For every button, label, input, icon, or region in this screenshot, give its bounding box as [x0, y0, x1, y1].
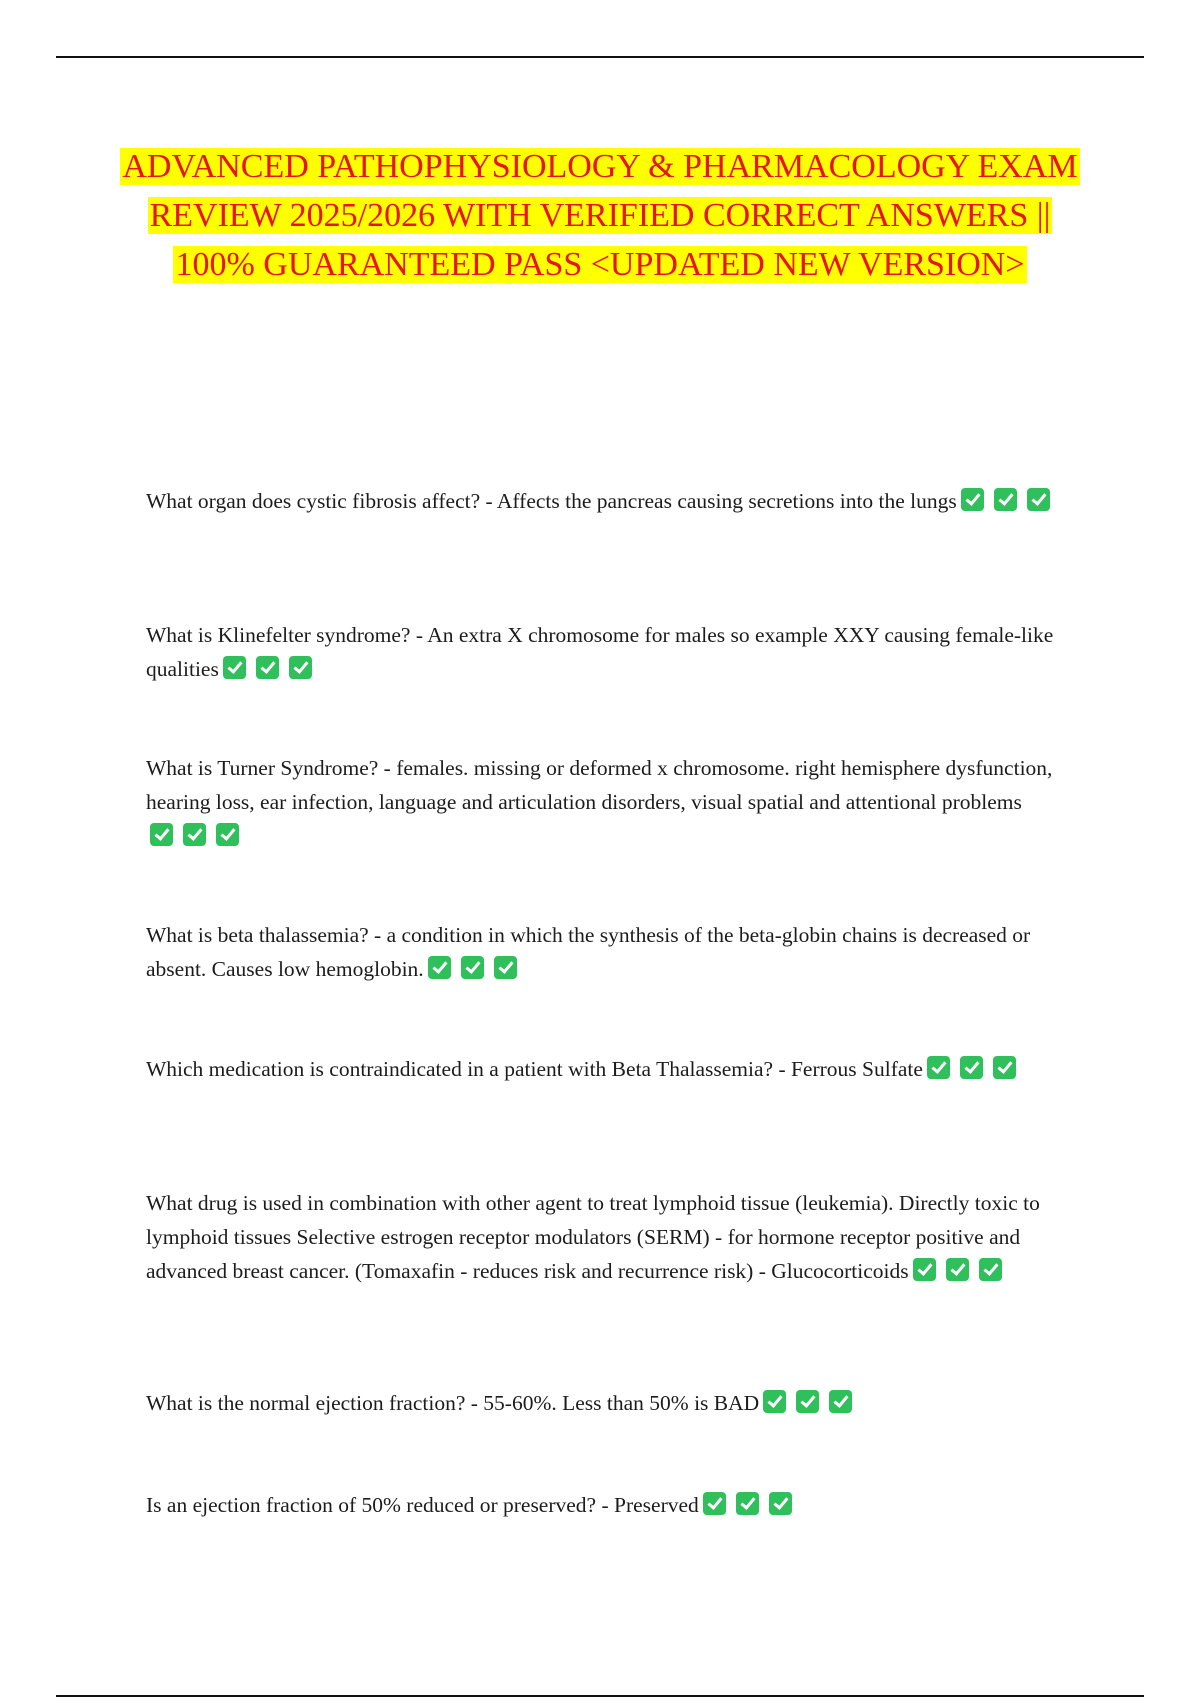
check-group — [957, 489, 1050, 513]
bottom-rule — [56, 1695, 1144, 1697]
check-group — [699, 1493, 792, 1517]
top-rule — [56, 56, 1144, 58]
check-mark-icon — [960, 1056, 983, 1079]
qa-item-text: Which medication is contraindicated in a patient with Beta Thalassemia? - Ferrous Sulfate — [146, 1057, 923, 1081]
check-group — [146, 824, 239, 848]
check-mark-icon — [927, 1056, 950, 1079]
check-mark-icon — [769, 1492, 792, 1515]
check-mark-icon — [150, 823, 173, 846]
check-mark-icon — [796, 1390, 819, 1413]
qa-item-text: What is Klinefelter syndrome? - An extra X chromosome for males so example XXY causing female-like qualities — [146, 623, 1054, 681]
qa-item-text: Is an ejection fraction of 50% reduced or preserved? - Preserved — [146, 1493, 699, 1517]
check-mark-icon — [829, 1390, 852, 1413]
check-mark-icon — [946, 1258, 969, 1281]
check-mark-icon — [913, 1258, 936, 1281]
document-title-text: ADVANCED PATHOPHYSIOLOGY & PHARMACOLOGY EXAM REVIEW 2025/2026 WITH VERIFIED CORRECT ANSWERS || 100% GUARANTEED PASS <UPDATED NEW VERSION> — [122, 148, 1078, 283]
check-group — [759, 1391, 852, 1415]
qa-item-4 — [146, 918, 1066, 986]
check-mark-icon — [1027, 488, 1050, 511]
check-mark-icon — [994, 488, 1017, 511]
qa-item-1 — [146, 484, 1066, 518]
check-mark-icon — [763, 1390, 786, 1413]
check-mark-icon — [494, 956, 517, 979]
qa-item-text: What drug is used in combination with other agent to treat lymphoid tissue (leukemia). Directly toxic to lymphoid tissues Selective estrogen receptor modulators (SERM) - for hormone receptor positive and advanced breast cancer. (Tomaxafin - reduces risk and recurrence risk) - Glucocorticoids — [146, 1191, 1040, 1283]
check-mark-icon — [461, 956, 484, 979]
qa-item-text: What is beta thalassemia? - a condition in which the synthesis of the beta-globin chains is decreased or absent. Causes low hemoglobin. — [146, 923, 1031, 981]
check-group — [923, 1057, 1016, 1081]
check-mark-icon — [223, 656, 246, 679]
qa-item-text: What is the normal ejection fraction? - 55-60%. Less than 50% is BAD — [146, 1391, 760, 1415]
qa-item-text: What is Turner Syndrome? - females. missing or deformed x chromosome. right hemisphere dysfunction, hearing loss, ear infection, language and articulation disorders, visual spatial and attentional problems — [146, 756, 1053, 814]
qa-item-8 — [146, 1488, 1066, 1522]
qa-item-5 — [146, 1052, 1066, 1086]
qa-item-text: What organ does cystic fibrosis affect? - Affects the pancreas causing secretions into the lungs — [146, 489, 957, 513]
qa-item-6 — [146, 1186, 1066, 1288]
check-mark-icon — [256, 656, 279, 679]
qa-item-3 — [146, 751, 1066, 853]
check-mark-icon — [736, 1492, 759, 1515]
check-mark-icon — [216, 823, 239, 846]
qa-item-2 — [146, 618, 1066, 686]
qa-item-7 — [146, 1386, 1066, 1420]
check-group — [219, 657, 312, 681]
check-mark-icon — [703, 1492, 726, 1515]
check-mark-icon — [428, 956, 451, 979]
check-mark-icon — [993, 1056, 1016, 1079]
check-mark-icon — [961, 488, 984, 511]
check-mark-icon — [183, 823, 206, 846]
check-mark-icon — [979, 1258, 1002, 1281]
document-title — [120, 142, 1080, 289]
check-mark-icon — [289, 656, 312, 679]
check-group — [424, 957, 517, 981]
check-group — [909, 1259, 1002, 1283]
